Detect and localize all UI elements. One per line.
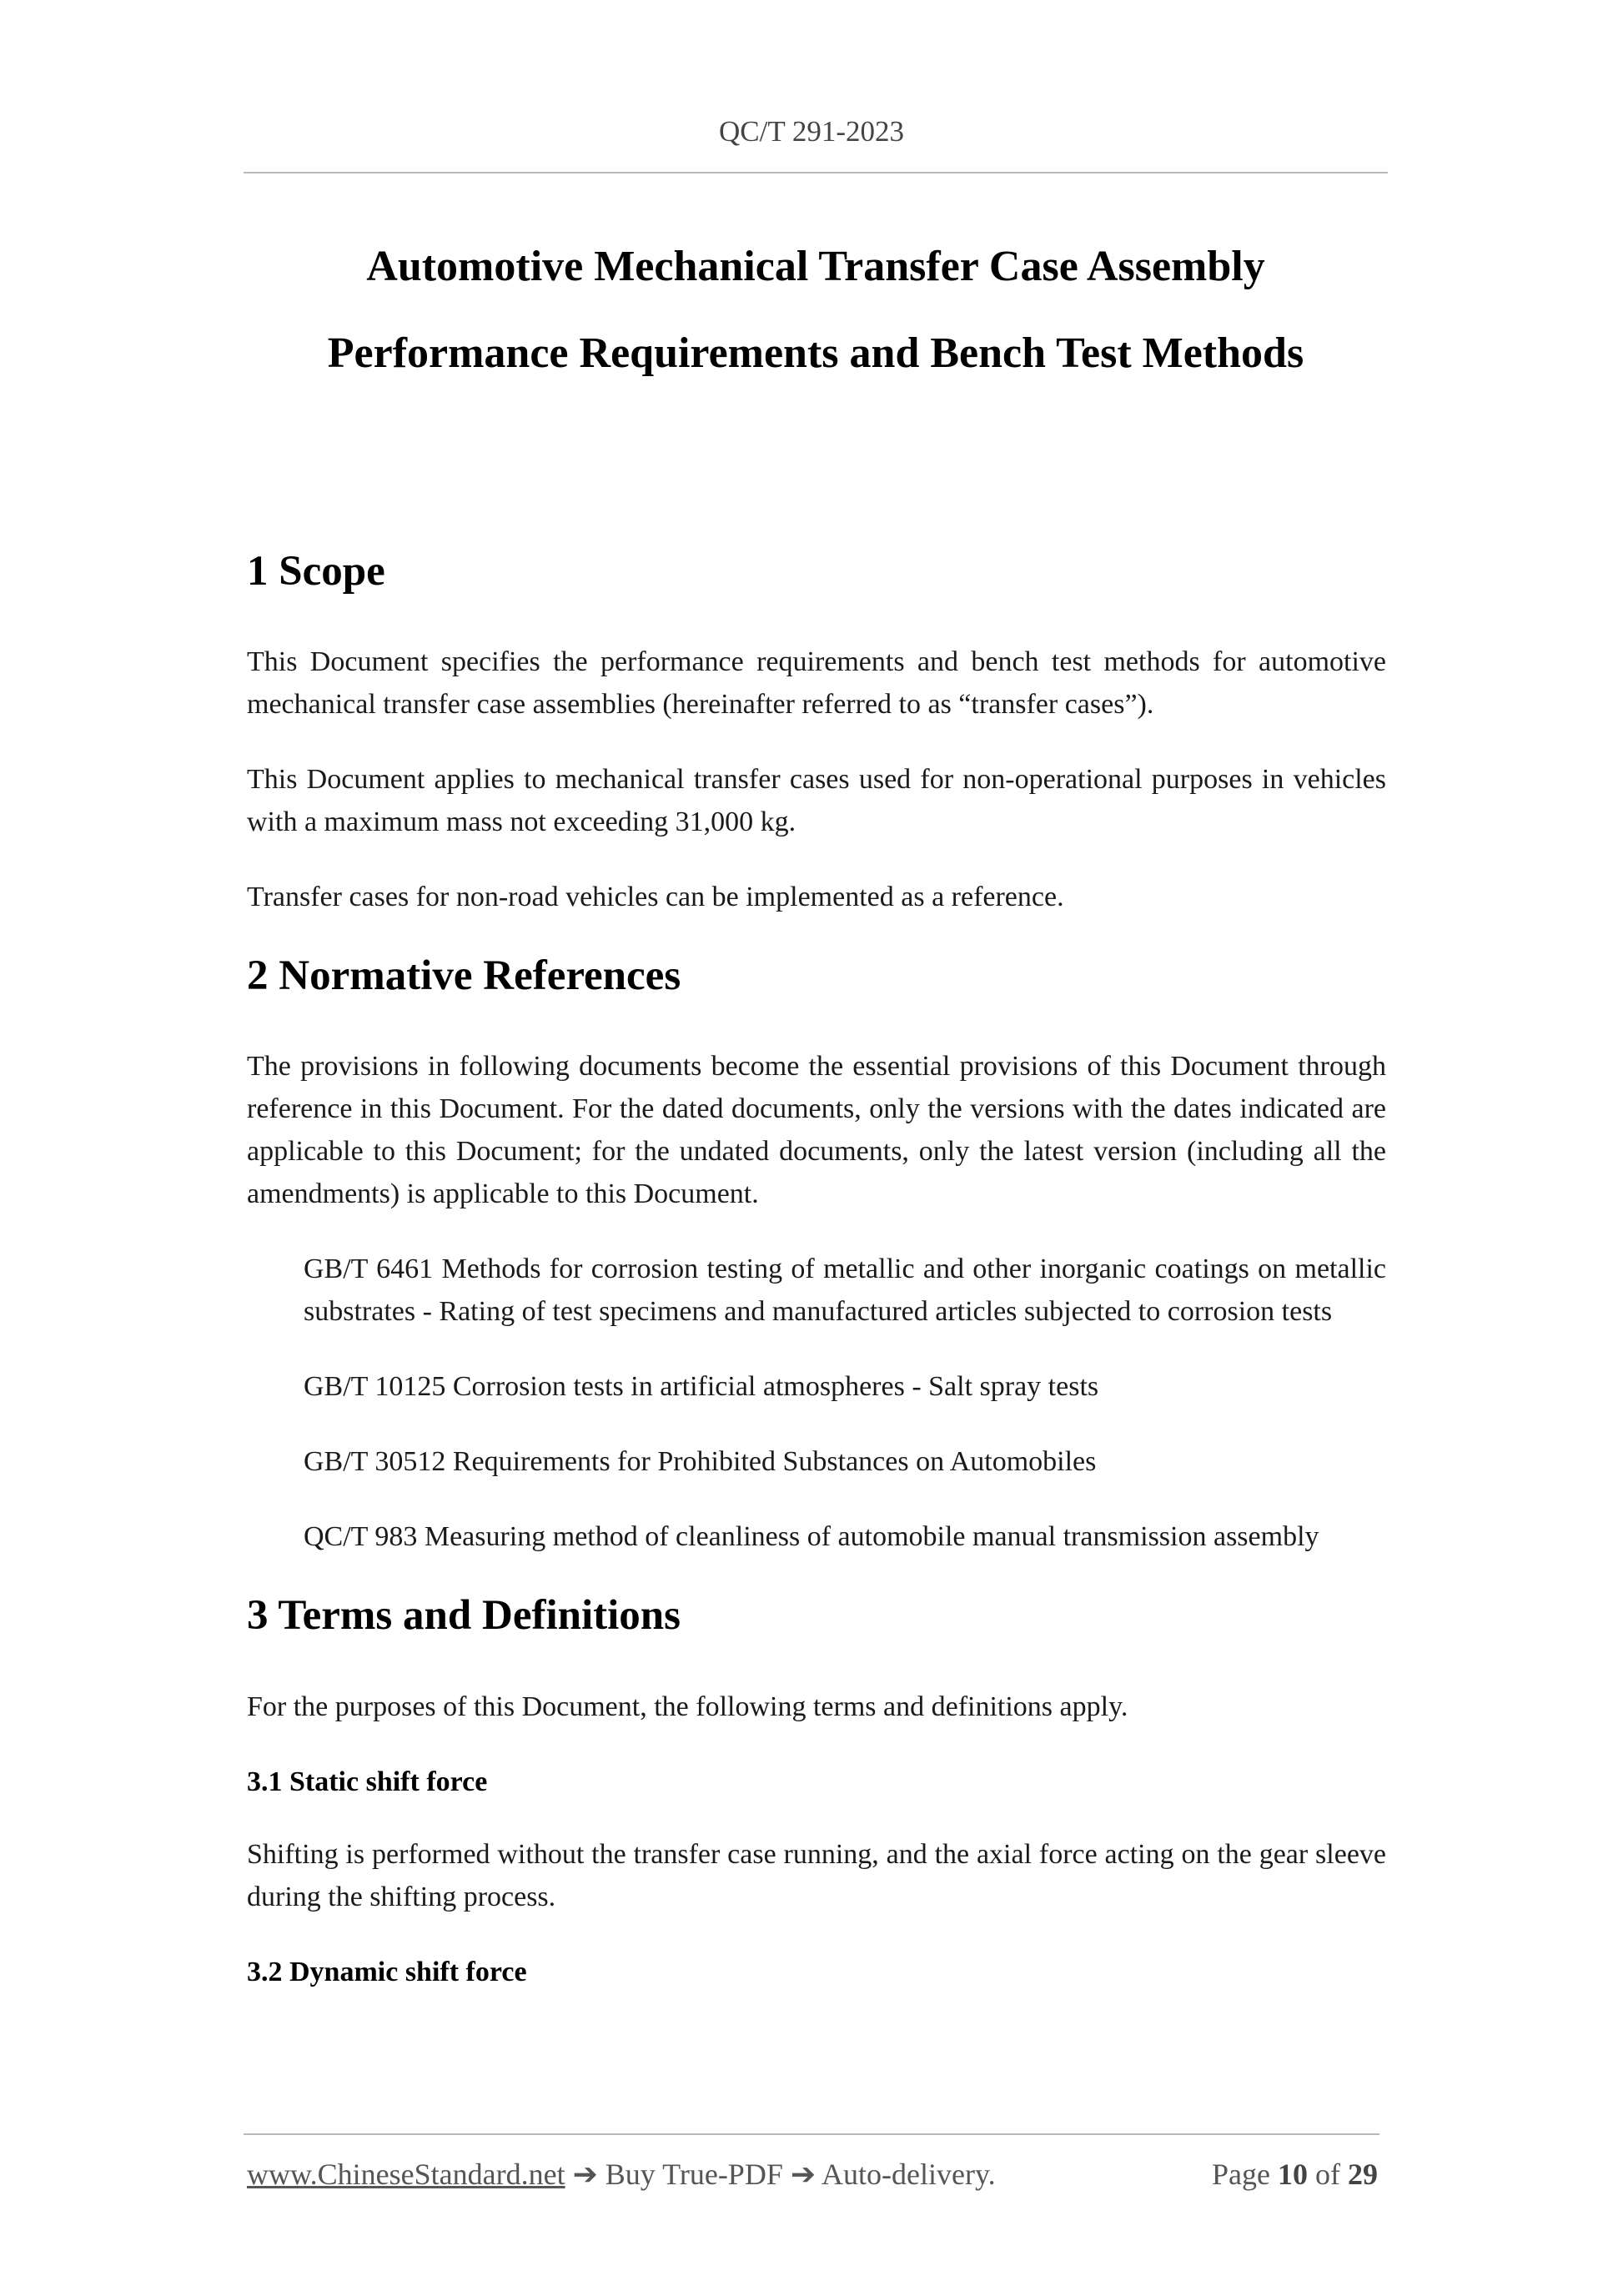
reference-item: QC/T 983 Measuring method of cleanliness of automobile manual transmission assembly — [304, 1521, 1319, 1553]
website-link[interactable]: www.ChineseStandard.net — [247, 2158, 565, 2191]
document-body — [247, 546, 1386, 2023]
footer-step-buy: Buy True-PDF — [605, 2158, 783, 2191]
page-indicator — [1212, 2157, 1378, 2192]
reference-item: GB/T 30512 Requirements for Prohibited Substances on Automobiles — [304, 1446, 1097, 1478]
footer-divider — [244, 2133, 1379, 2135]
footer-step-delivery: Auto-delivery. — [822, 2158, 996, 2191]
terms-intro-paragraph: For the purposes of this Document, the following terms and definitions apply. — [247, 1691, 1128, 1722]
document-title-line-1: Automotive Mechanical Transfer Case Assembly — [366, 243, 1265, 290]
arrow-right-icon: ➔ — [790, 2158, 817, 2191]
footer-promo — [247, 2157, 996, 2192]
page-current-number: 10 — [1278, 2158, 1308, 2191]
of-word: of — [1315, 2158, 1340, 2191]
document-title-line-2: Performance Requirements and Bench Test Methods — [327, 329, 1304, 377]
header-divider — [244, 172, 1388, 173]
normative-intro-paragraph: The provisions in following documents become the essential provisions of this Document through reference in this Document. For the dated documents, only the versions with the dates indicated are applicable to this Document; for the undated documents, only the latest version (including all the amendments) is applicable to this Document. — [247, 1051, 1386, 1210]
arrow-right-icon: ➔ — [572, 2158, 598, 2191]
scope-paragraph: This Document applies to mechanical transfer cases used for non-operational purposes in vehicles with a maximum mass not exceeding 31,000 kg. — [247, 764, 1386, 838]
scope-paragraph: Transfer cases for non-road vehicles can be implemented as a reference. — [247, 882, 1064, 913]
reference-item: GB/T 6461 Methods for corrosion testing of metallic and other inorganic coatings on metallic substrates - Rating of test specimens and manufactured articles subjected to corrosion tests — [304, 1254, 1386, 1328]
scope-paragraph: This Document specifies the performance requirements and bench test methods for automotive mechanical transfer case assemblies (hereinafter referred to as “transfer cases”). — [247, 646, 1386, 721]
running-header: QC/T 291-2023 — [719, 115, 904, 148]
term-title-static-shift-force: 3.1 Static shift force — [247, 1766, 488, 1797]
reference-list — [247, 1248, 1386, 1558]
term-title-dynamic-shift-force: 3.2 Dynamic shift force — [247, 1956, 527, 1987]
reference-item: GB/T 10125 Corrosion tests in artificial atmospheres - Salt spray tests — [304, 1371, 1099, 1403]
page-word: Page — [1212, 2158, 1270, 2191]
section-heading-scope: 1 Scope — [247, 548, 385, 595]
section-heading-normative-references: 2 Normative References — [247, 952, 681, 1000]
section-heading-terms-definitions: 3 Terms and Definitions — [247, 1592, 681, 1640]
term-definition: Shifting is performed without the transfer case running, and the axial force acting on the gear sleeve during the shifting process. — [247, 1838, 1386, 1912]
page-footer — [247, 2157, 1378, 2192]
page-total-number: 29 — [1348, 2158, 1378, 2191]
